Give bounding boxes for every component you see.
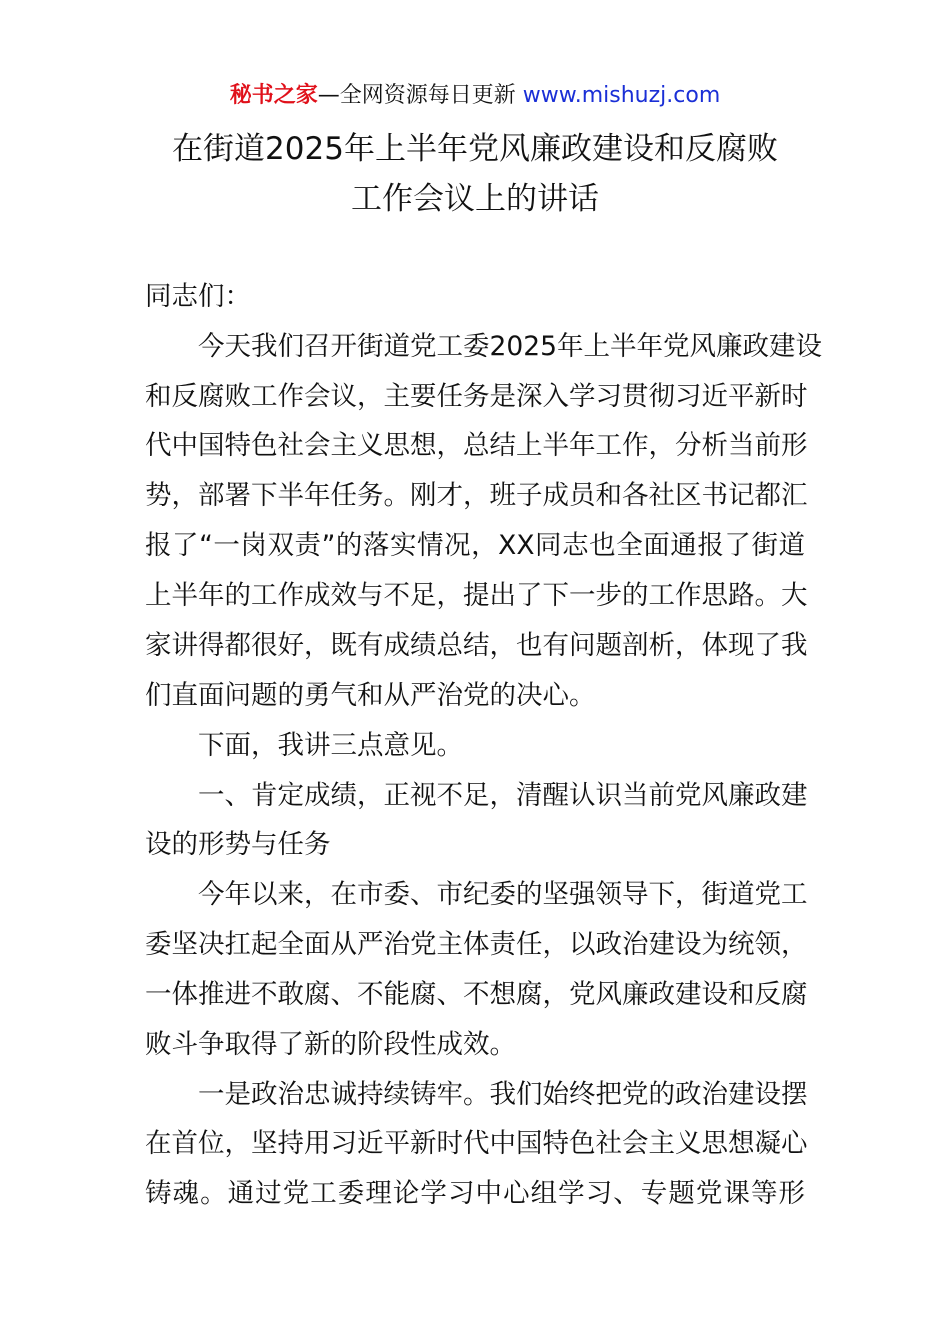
site-brand: 秘书之家 xyxy=(229,83,318,108)
document-title-line-2: 工作会议上的讲话 xyxy=(351,181,599,217)
site-header xyxy=(0,80,950,112)
body-line: 下面，我讲三点意见。 xyxy=(198,730,463,761)
section-heading-line: 一、肯定成绩，正视不足，清醒认识当前党风廉政建 xyxy=(198,780,808,811)
body-line: 势，部署下半年任务。刚才，班子成员和各社区书记都汇 xyxy=(145,480,808,511)
body-line: 委坚决扛起全面从严治党主体责任，以政治建设为统领， xyxy=(145,929,808,960)
site-tagline: —全网资源每日更新 xyxy=(317,83,516,108)
body-line: 报了“一岗双责”的落实情况，XX同志也全面通报了街道 xyxy=(145,530,805,561)
salutation: 同志们： xyxy=(145,281,251,312)
body-line: 败斗争取得了新的阶段性成效。 xyxy=(145,1029,516,1060)
body-line: 今天我们召开街道党工委2025年上半年党风廉政建设 xyxy=(198,331,822,362)
section-heading-line: 设的形势与任务 xyxy=(145,829,331,860)
body-line: 家讲得都很好，既有成绩总结，也有问题剖析，体现了我 xyxy=(145,630,808,661)
body-line: 一体推进不敢腐、不能腐、不想腐，党风廉政建设和反腐 xyxy=(145,979,808,1010)
body-line: 们直面问题的勇气和从严治党的决心。 xyxy=(145,680,596,711)
body-line: 铸魂。通过党工委理论学习中心组学习、专题党课等形 xyxy=(145,1178,805,1209)
document-title-line-1: 在街道2025年上半年党风廉政建设和反腐败 xyxy=(172,131,778,167)
body-line: 在首位，坚持用习近平新时代中国特色社会主义思想凝心 xyxy=(145,1128,808,1159)
body-line: 上半年的工作成效与不足，提出了下一步的工作思路。大 xyxy=(145,580,808,611)
site-url-link[interactable]: www.mishuzj.com xyxy=(522,83,721,108)
body-line: 和反腐败工作会议，主要任务是深入学习贯彻习近平新时 xyxy=(145,381,808,412)
body-line: 一是政治忠诚持续铸牢。我们始终把党的政治建设摆 xyxy=(198,1079,808,1110)
body-line: 今年以来，在市委、市纪委的坚强领导下，街道党工 xyxy=(198,879,808,910)
body-line: 代中国特色社会主义思想，总结上半年工作，分析当前形 xyxy=(145,430,808,461)
